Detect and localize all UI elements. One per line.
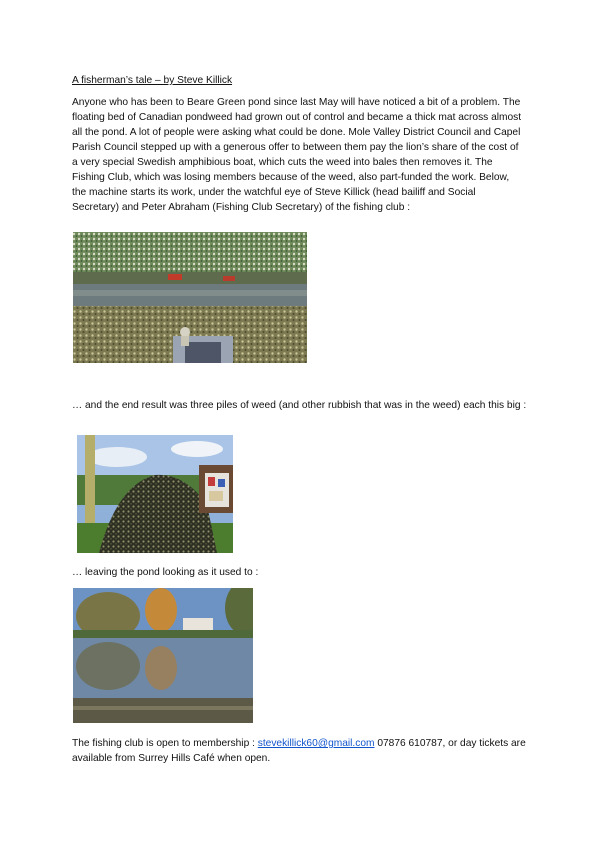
clear-pond-photo xyxy=(73,588,253,723)
membership-paragraph xyxy=(72,736,532,766)
email-link[interactable]: stevekillick60@gmail.com xyxy=(257,738,375,749)
weed-boat-photo xyxy=(73,232,307,363)
membership-text: The fishing club is open to membership : xyxy=(72,738,258,749)
article-title: A fisherman’s tale – by Steve Killick xyxy=(72,75,233,86)
membership-contact-text: 07876 610787, or day tickets are available from Surrey Hills Café when open. xyxy=(72,738,526,764)
after-paragraph: … leaving the pond looking as it used to : xyxy=(72,567,259,578)
weed-pile-photo xyxy=(77,435,233,553)
result-paragraph: … and the end result was three piles of weed (and other rubbish that was in the weed) each this big : xyxy=(72,400,527,411)
intro-paragraph: Anyone who has been to Beare Green pond since last May will have noticed a bit of a problem. The floating bed of Canadian pondweed had grown out of control and became a thick mat across almost all the pond. A lot of people were asking what could be done. Mole Valley District Council and Capel Parish Council stepped up with a generous offer to between them pay the lion’s share of the cost of a very special Swedish amphibious boat, which cuts the weed into bales then removes it. The Fishing Club, which was losing members because of the weed, also part-funded the work. Below, the machine starts its work, under the watchful eye of Steve Killick (head bailiff and Social Secretary) and Peter Abraham (Fishing Club Secretary) of the fishing club : xyxy=(72,97,522,213)
